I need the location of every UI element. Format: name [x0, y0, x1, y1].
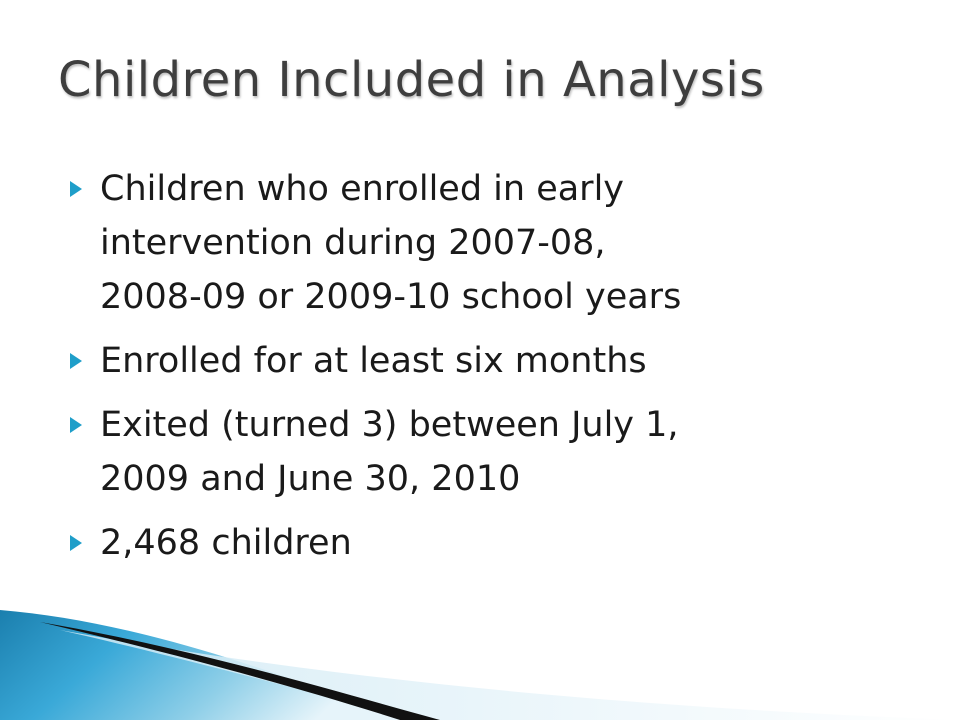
bullet-line: Exited (turned 3) between July 1,	[100, 405, 679, 445]
bullet-item	[70, 398, 950, 506]
bullet-line: 2009 and June 30, 2010	[100, 459, 521, 499]
bullet-item	[70, 334, 950, 388]
bullet-line: Enrolled for at least six months	[100, 341, 647, 381]
arrow-bullet-icon	[70, 535, 82, 551]
bullet-line: Children who enrolled in early	[100, 169, 625, 209]
bullet-item	[70, 162, 950, 324]
slide-title: Children Included in Analysis	[58, 52, 765, 108]
arrow-bullet-icon	[70, 353, 82, 369]
bullet-line: 2008-09 or 2009-10 school years	[100, 277, 682, 317]
arrow-bullet-icon	[70, 417, 82, 433]
bullet-list	[70, 162, 950, 580]
bullet-line: 2,468 children	[100, 523, 352, 563]
bullet-line: intervention during 2007-08,	[100, 223, 606, 263]
wave-decoration	[0, 600, 960, 720]
arrow-bullet-icon	[70, 181, 82, 197]
bullet-item	[70, 516, 950, 570]
